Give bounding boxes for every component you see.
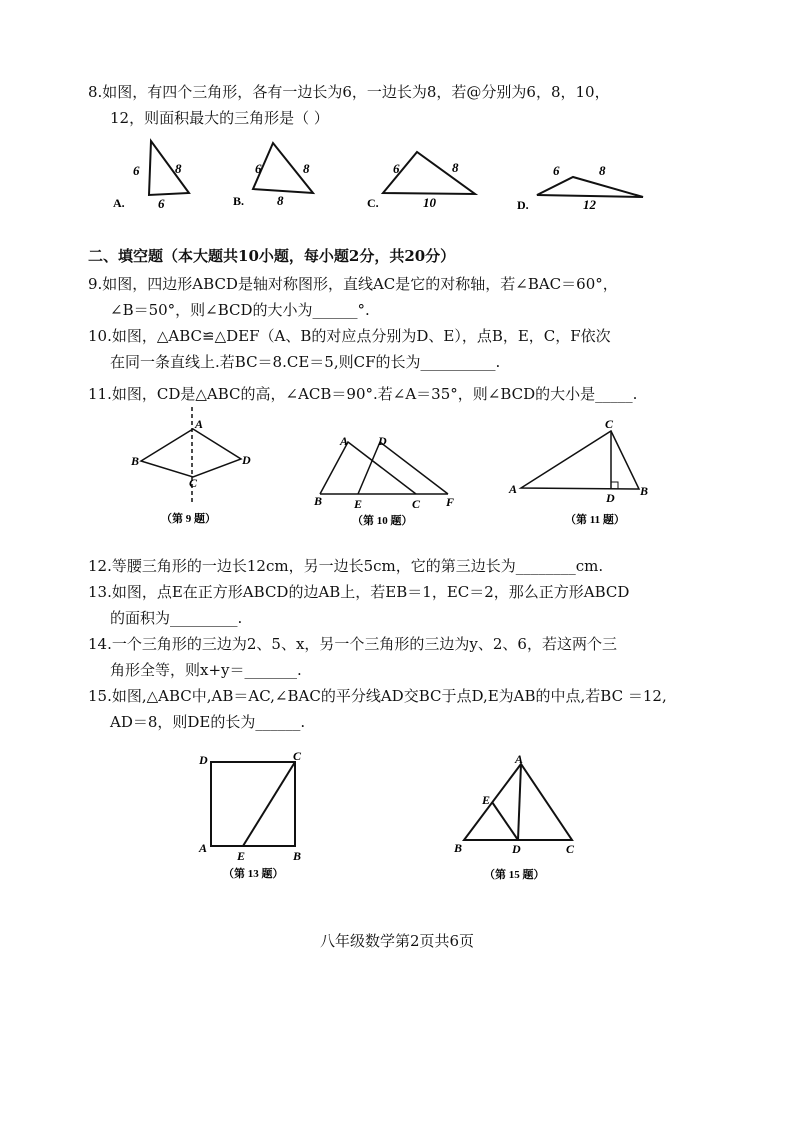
- fig10-label-c: C: [412, 497, 421, 511]
- triangle-d-base: 12: [583, 197, 596, 212]
- fig11-label-c: C: [605, 417, 614, 431]
- q10-line2: 在同一条直线上.若BC＝8.CE＝5,则CF的长为__________.: [110, 353, 501, 371]
- fig10-caption: （第 10 题）: [352, 515, 413, 527]
- fig15-label-e: E: [482, 793, 491, 807]
- q8-line2: 12，则面积最大的三角形是（ ）: [110, 109, 329, 127]
- option-b-letter: B.: [233, 194, 245, 208]
- triangle-b-side2: 8: [303, 161, 310, 176]
- fig9-caption: （第 9 题）: [161, 513, 216, 525]
- fig10-label-b: B: [314, 494, 323, 508]
- fig15-label-a: A: [515, 752, 524, 766]
- option-c-letter: C.: [367, 196, 379, 210]
- triangle-c-base: 10: [423, 195, 436, 210]
- fig13-caption: （第 13 题）: [223, 868, 284, 880]
- triangle-c-side1: 6: [393, 161, 400, 176]
- fig11-label-a: A: [509, 482, 518, 496]
- triangle-b-base: 8: [277, 193, 284, 208]
- triangle-b-side1: 6: [255, 161, 262, 176]
- q14-line2: 角形全等，则x+y＝_______.: [110, 661, 302, 679]
- option-d-letter: D.: [517, 198, 529, 212]
- fig13-label-a: A: [199, 841, 208, 855]
- fig9-label-d: D: [242, 453, 251, 467]
- q15-line2: AD＝8，则DE的长为______.: [110, 713, 306, 731]
- figure-10: [308, 428, 468, 530]
- fig10-label-a: A: [340, 434, 349, 448]
- q13-line1: 13.如图，点E在正方形ABCD的边AB上，若EB＝1，EC＝2，那么正方形ABCD: [88, 583, 630, 601]
- q8-option-a[interactable]: [113, 141, 189, 211]
- triangle-a-side1: 6: [133, 163, 140, 178]
- fig10-label-f: F: [446, 495, 455, 509]
- right-angle-mark: [611, 482, 618, 489]
- q8-option-c[interactable]: [367, 152, 475, 210]
- q8-triangles-figure: [105, 135, 665, 215]
- triangle-a: [149, 141, 189, 195]
- fig9-label-b: B: [131, 454, 140, 468]
- segment-de: [492, 802, 518, 840]
- fig9-label-c: C: [189, 476, 198, 490]
- fig15-label-d: D: [512, 842, 521, 856]
- figure-13: [195, 750, 320, 885]
- triangle-d-side2: 8: [599, 163, 606, 178]
- fig11-label-d: D: [606, 491, 615, 505]
- q12-line1: 12.等腰三角形的一边长12cm，另一边长5cm，它的第三边长为________cm.: [88, 557, 604, 575]
- q13-line2: 的面积为_________.: [110, 609, 243, 627]
- fig13-label-b: B: [293, 849, 302, 863]
- fig15-label-c: C: [566, 842, 575, 856]
- q11-line1: 11.如图，CD是△ABC的高，∠ACB＝90°.若∠A＝35°，则∠BCD的大小是_____.: [88, 385, 638, 403]
- fig13-label-c: C: [293, 750, 302, 763]
- fig13-label-e: E: [237, 849, 246, 863]
- fig13-label-d: D: [199, 753, 208, 767]
- figure-15: [448, 750, 588, 890]
- fig15-label-b: B: [454, 841, 463, 855]
- fig15-caption: （第 15 题）: [484, 869, 545, 881]
- q9-line2: ∠B＝50°，则∠BCD的大小为______°.: [110, 301, 370, 319]
- triangle-c-side2: 8: [452, 160, 459, 175]
- triangle-d: [537, 177, 643, 197]
- fig11-label-b: B: [640, 484, 649, 498]
- q8-option-b[interactable]: [233, 143, 313, 208]
- fig10-label-d: D: [378, 434, 387, 448]
- fig10-label-e: E: [354, 497, 363, 511]
- square-abcd: [211, 762, 295, 846]
- page-footer: 八年级数学第2页共6页: [319, 932, 475, 950]
- triangle-def: [358, 442, 448, 494]
- triangle-d-side1: 6: [553, 163, 560, 178]
- figure-11: [505, 415, 665, 530]
- option-a-letter: A.: [113, 196, 125, 210]
- section-2-title: 二、填空题（本大题共10小题，每小题2分，共20分）: [88, 247, 456, 265]
- q9-line1: 9.如图，四边形ABCD是轴对称图形，直线AC是它的对称轴，若∠BAC＝60°，: [88, 275, 618, 293]
- fig9-label-a: A: [195, 417, 204, 431]
- bisector-ad: [518, 764, 521, 840]
- segment-ec: [243, 762, 295, 846]
- q15-line1: 15.如图,△ABC中,AB＝AC,∠BAC的平分线AD交BC于点D,E为AB的中点,若BC ＝12,: [88, 687, 667, 705]
- q8-option-d[interactable]: [517, 163, 643, 212]
- triangle-abc: [320, 442, 416, 494]
- q14-line1: 14.一个三角形的三边为2、5、x，另一个三角形的三边为y、2、6，若这两个三: [88, 635, 617, 653]
- quadrilateral-abcd: [141, 429, 241, 477]
- triangle-abc-right: [521, 431, 639, 489]
- q10-line1: 10.如图，△ABC≌△DEF（A、B的对应点分别为D、E），点B，E，C，F依次: [88, 327, 611, 345]
- triangle-a-side2: 8: [175, 161, 182, 176]
- figure-9: [125, 405, 260, 530]
- q8-line1: 8.如图，有四个三角形，各有一边长为6，一边长为8，若@分别为6，8，10，: [88, 83, 610, 101]
- fig11-caption: （第 11 题）: [565, 514, 625, 526]
- triangle-a-base: 6: [158, 196, 165, 211]
